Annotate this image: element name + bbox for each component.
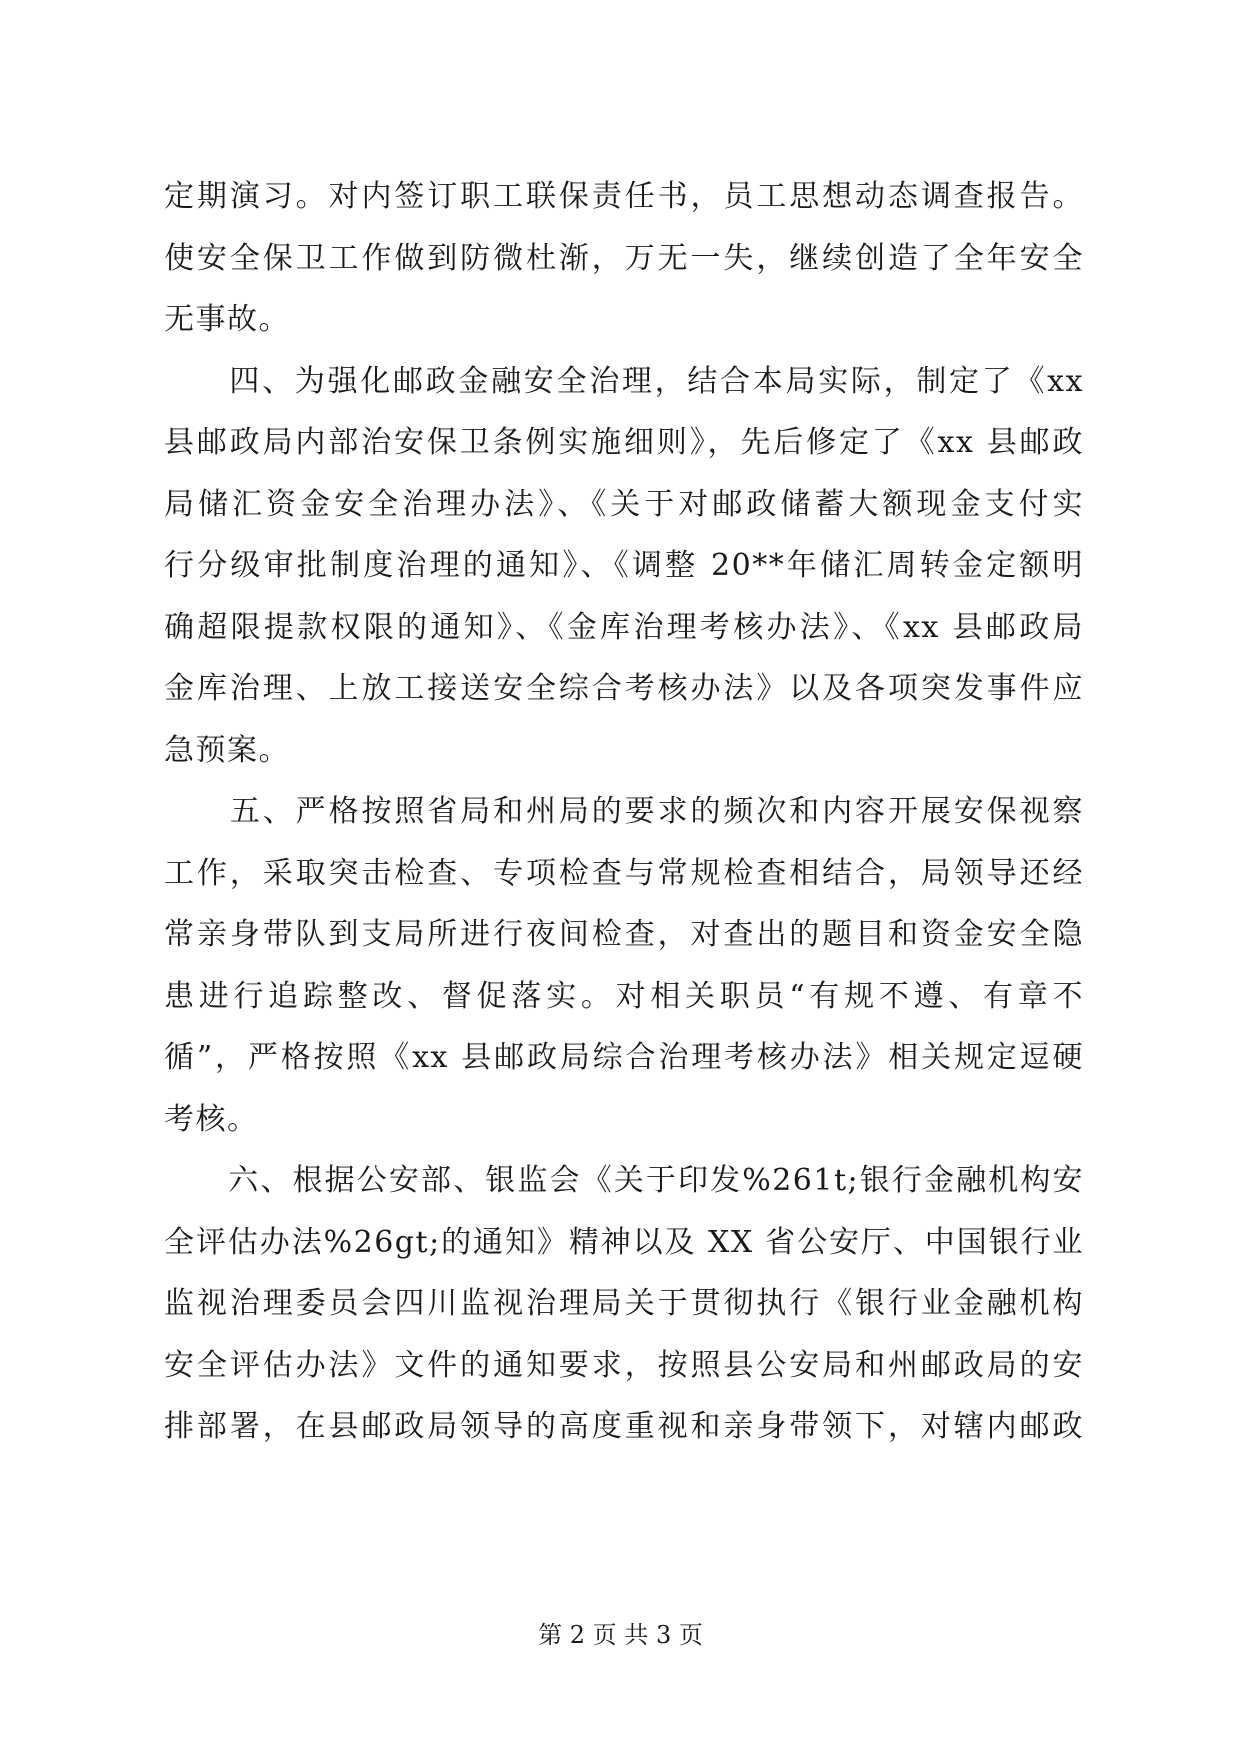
text-line: 工作，采取突击检查、专项检查与常规检查相结合，局领导还经	[164, 855, 1084, 891]
text-line: 使安全保卫工作做到防微杜渐，万无一失，继续创造了全年安全	[164, 240, 1084, 276]
page-footer: 第 2 页 共 3 页	[538, 1621, 703, 1649]
text-line: 金库治理、上放工接送安全综合考核办法》以及各项突发事件应	[164, 671, 1084, 706]
text-line: 考核。	[164, 1101, 259, 1137]
document-body	[164, 166, 1084, 1458]
text-line: 行分级审批制度治理的通知》、《调整 20**年储汇周转金定额明	[164, 548, 1084, 583]
text-line: 全评估办法%26gt;的通知》精神以及 XX 省公安厅、中国银行业	[164, 1224, 1084, 1260]
text-line: 循”，严格按照《xx 县邮政局综合治理考核办法》相关规定逗硬	[164, 1040, 1084, 1075]
text-line: 患进行追踪整改、督促落实。对相关职员“有规不遵、有章不	[164, 978, 1084, 1014]
text-line: 六、根据公安部、银监会《关于印发%261t;银行金融机构安	[164, 1163, 1084, 1198]
text-line: 监视治理委员会四川监视治理局关于贯彻执行《银行业金融机构	[164, 1286, 1084, 1321]
text-line: 局储汇资金安全治理办法》、《关于对邮政储蓄大额现金支付实	[164, 486, 1084, 522]
text-line: 常亲身带队到支局所进行夜间检查，对查出的题目和资金安全隐	[164, 917, 1084, 952]
text-line: 县邮政局内部治安保卫条例实施细则》，先后修定了《xx 县邮政	[164, 425, 1084, 460]
text-line: 急预案。	[164, 732, 290, 768]
text-line: 四、为强化邮政金融安全治理，结合本局实际，制定了《xx	[164, 363, 1084, 399]
text-line: 安全评估办法》文件的通知要求，按照县公安局和州邮政局的安	[164, 1347, 1084, 1383]
text-line: 确超限提款权限的通知》、《金库治理考核办法》、《xx 县邮政局	[164, 609, 1084, 645]
text-line: 五、严格按照省局和州局的要求的频次和内容开展安保视察	[164, 794, 1084, 829]
text-line: 排部署，在县邮政局领导的高度重视和亲身带领下，对辖内邮政	[164, 1409, 1084, 1444]
text-line: 无事故。	[164, 302, 290, 337]
text-line: 定期演习。对内签订职工联保责任书，员工思想动态调查报告。	[164, 179, 1084, 214]
